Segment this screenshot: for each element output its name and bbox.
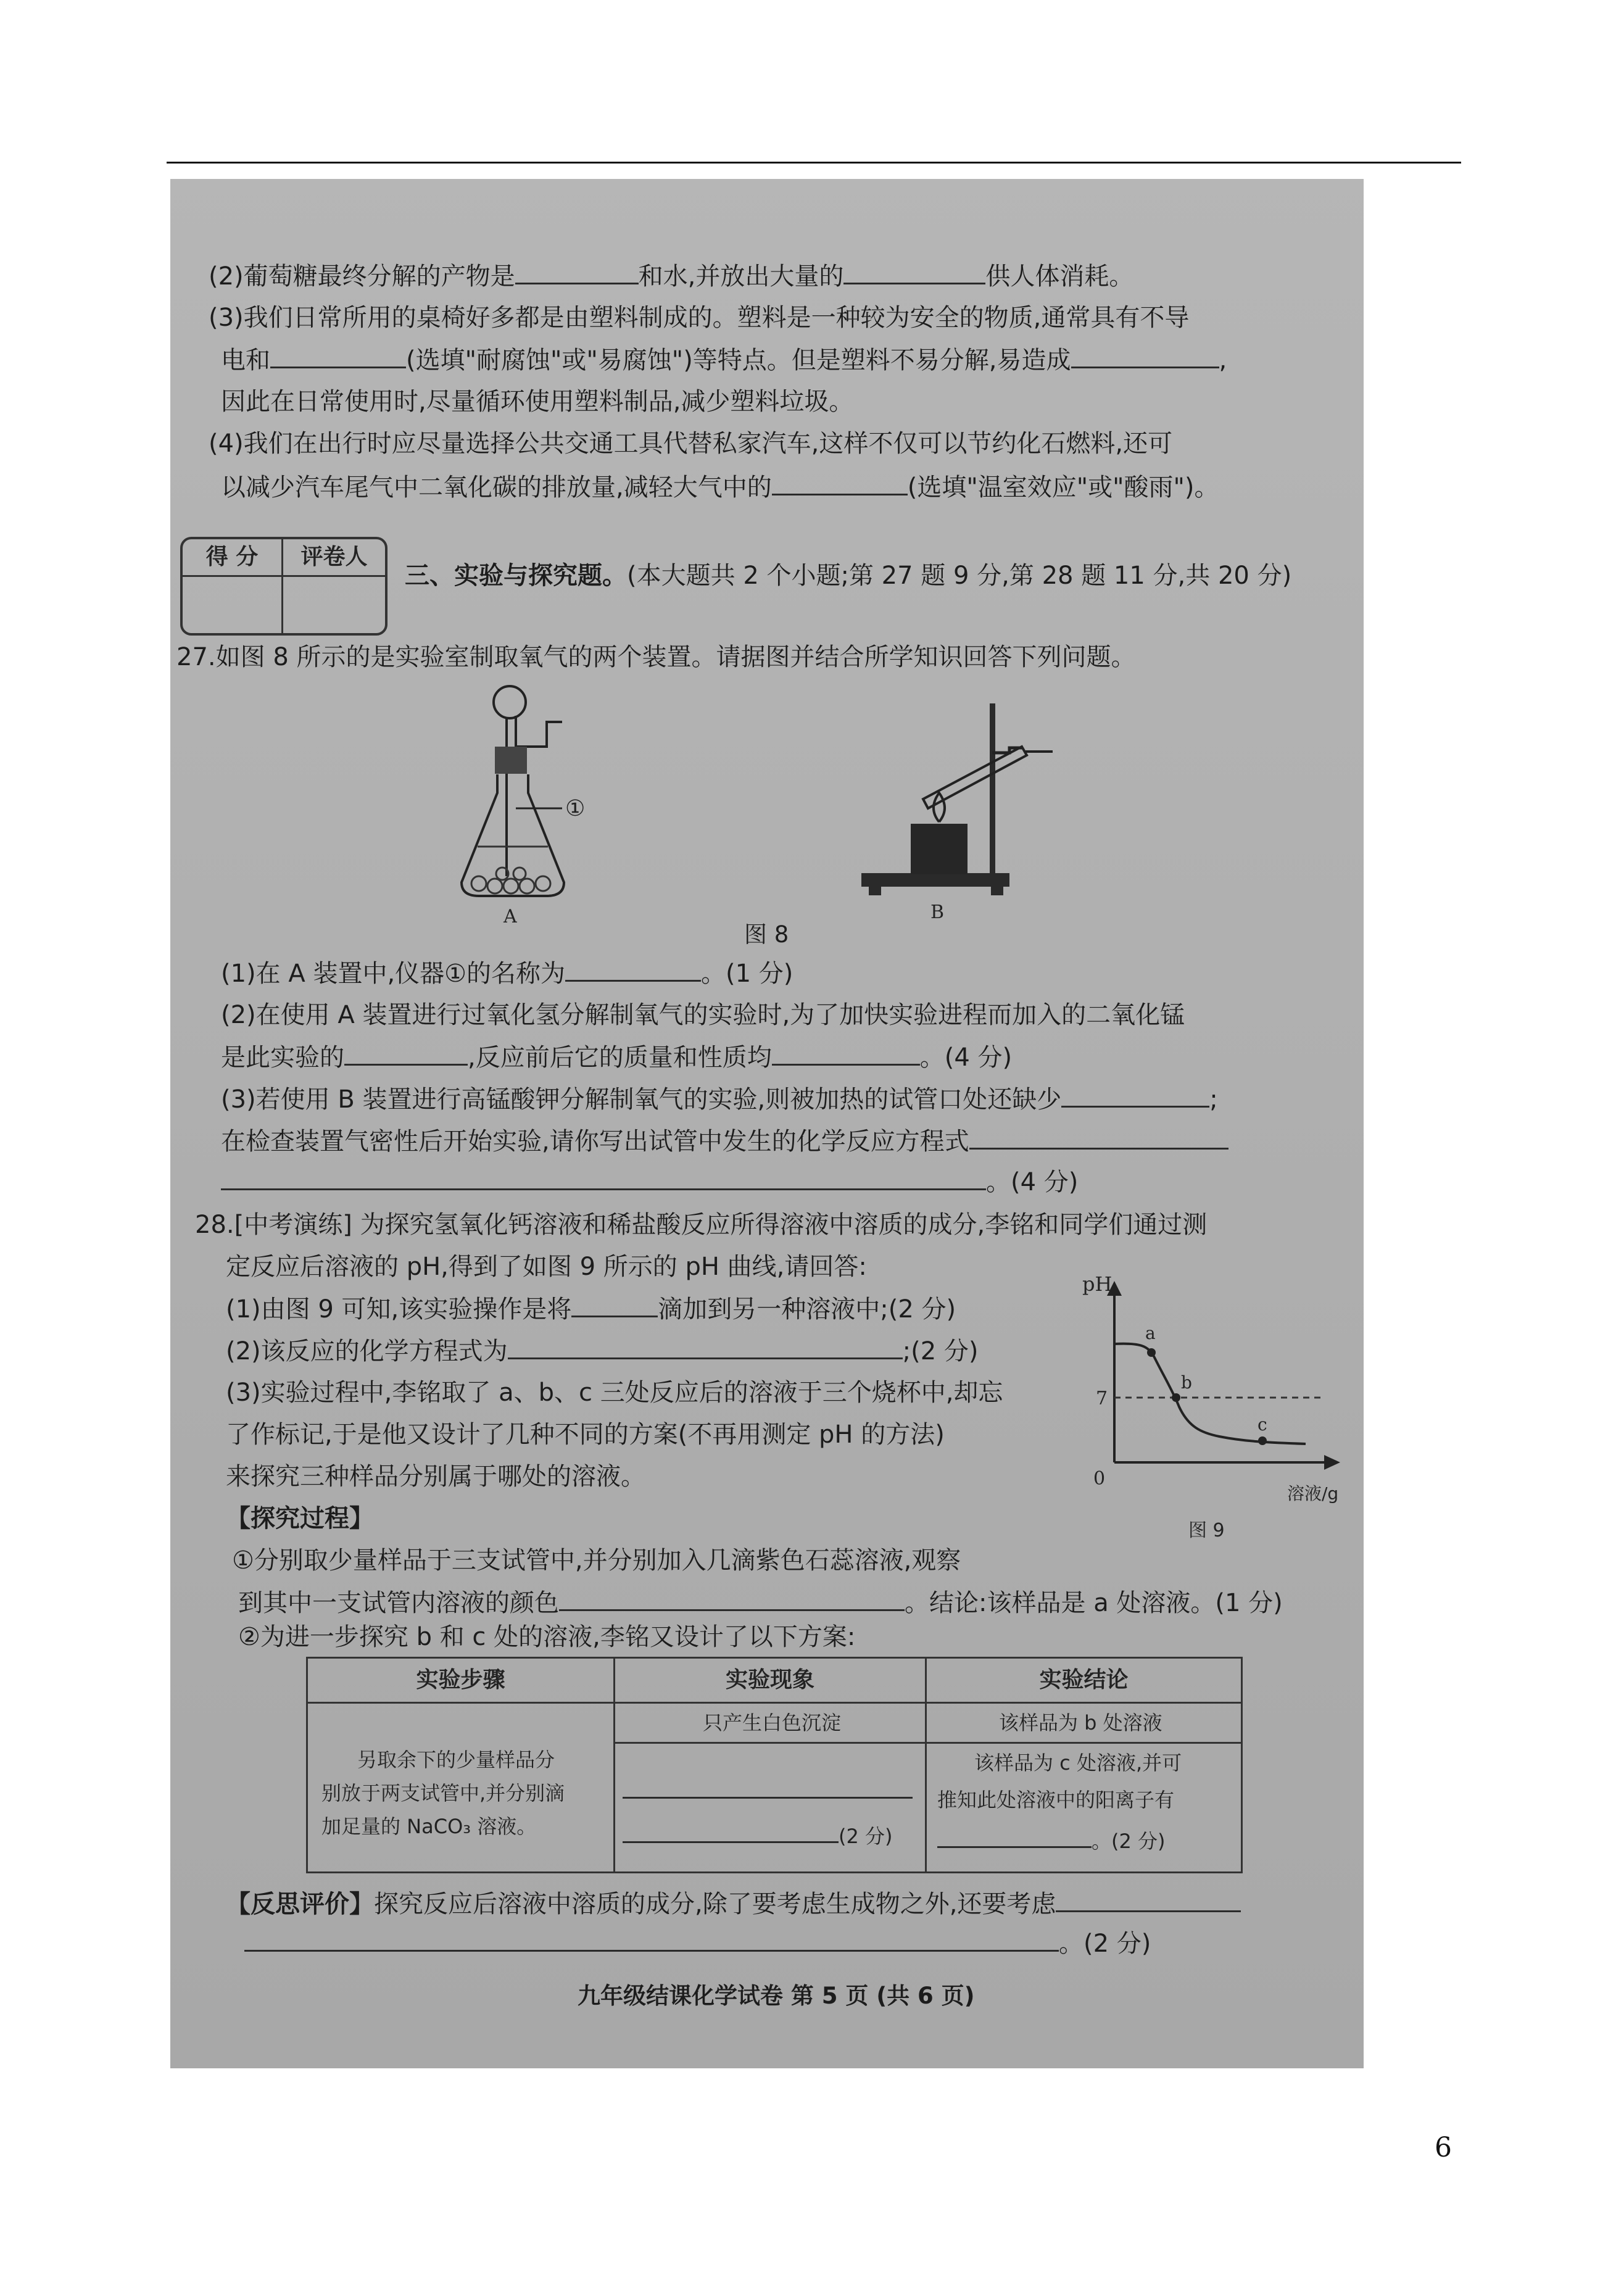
ph-curve	[1114, 1344, 1306, 1444]
grader-label: 评卷人	[283, 539, 385, 577]
answer-blank[interactable]	[1061, 1084, 1209, 1108]
answer-blank[interactable]	[843, 260, 985, 284]
funnel-bulb	[494, 686, 526, 718]
apparatus-a-illustration	[454, 679, 658, 927]
conclusion-2-line-2: 推知此处溶液中的阳离子有	[937, 1788, 1175, 1812]
table-header-conclusions: 实验结论	[1039, 1667, 1129, 1693]
answer-blank[interactable]	[559, 1587, 905, 1611]
question-28-part-2: (2)该反应的化学方程式为 ;(2 分)	[226, 1335, 979, 1367]
answer-blank[interactable]	[244, 1928, 1059, 1952]
apparatus-a-label: A	[503, 906, 517, 927]
figure-9-caption: 图 9	[1188, 1520, 1225, 1541]
ph-curve-chart	[1071, 1265, 1361, 1543]
exam-page-photo	[170, 179, 1364, 2068]
origin-label: 0	[1093, 1468, 1106, 1490]
page-footer: 九年级结课化学试卷 第 5 页 (共 6 页)	[578, 1983, 975, 2009]
step-text-line-2: 别放于两支试管中,并分别滴	[321, 1781, 565, 1805]
table-row-rule	[613, 1742, 1241, 1744]
answer-blank[interactable]	[565, 958, 701, 982]
question-28-part-3-line-3: 来探究三种样品分别属于哪处的溶液。	[226, 1462, 645, 1491]
stopper	[495, 747, 527, 774]
question-27-stem: 27.如图 8 所示的是实验室制取氧气的两个装置。请据图并结合所学知识回答下列问题。	[176, 643, 1136, 671]
x-axis-arrow	[1324, 1455, 1340, 1470]
alcohol-lamp	[911, 824, 968, 874]
conclusion-2-line-1: 该样品为 c 处溶液,并可	[974, 1751, 1182, 1775]
clamp-arm	[992, 748, 1023, 753]
answer-blank[interactable]	[515, 260, 639, 284]
x-axis-label: 溶液/g	[1287, 1483, 1339, 1504]
phenomenon-2-blank-row-1	[623, 1775, 913, 1807]
delivery-tube	[516, 716, 562, 747]
section-3-heading: 三、实验与探究题。(本大题共 2 个小题;第 27 题 9 分,第 28 题 11 分,共 20 分)	[405, 562, 1292, 590]
answer-blank[interactable]	[969, 1125, 1229, 1150]
answer-blank[interactable]	[508, 1335, 903, 1359]
reference-tick-label: 7	[1096, 1388, 1108, 1409]
y-axis-label: pH	[1082, 1272, 1113, 1296]
point-b-label: b	[1181, 1372, 1192, 1393]
table-header-rule	[308, 1702, 1241, 1704]
experiment-table	[306, 1657, 1243, 1873]
point-c-label: c	[1258, 1414, 1267, 1435]
score-box-divider	[281, 575, 283, 633]
figure-8-caption: 图 8	[744, 921, 789, 948]
conclusion-2-answer: 。(2 分)	[937, 1824, 1166, 1856]
question-28-part-1: (1)由图 9 可知,该实验操作是将 滴加到另一种溶液中;(2 分)	[226, 1293, 956, 1325]
question-28-part-3-line-1: (3)实验过程中,李铭取了 a、b、c 三处反应后的溶液于三个烧杯中,却忘	[226, 1378, 1003, 1407]
step-text-line-1: 另取余下的少量样品分	[357, 1748, 555, 1772]
question-3-line-2: 电和 (选填"耐腐蚀"或"易腐蚀")等特点。但是塑料不易分解,易造成 ,	[221, 344, 1227, 376]
answer-blank[interactable]	[221, 1166, 986, 1190]
question-28-stem-line-2: 定反应后溶液的 pH,得到了如图 9 所示的 pH 曲线,请回答:	[226, 1253, 867, 1281]
answer-blank[interactable]	[344, 1042, 468, 1066]
question-27-part-3-line-3: 。(4 分)	[221, 1166, 1078, 1198]
question-3-line-3: 因此在日常使用时,尽量循环使用塑料制品,减少塑料垃圾。	[221, 388, 854, 416]
reflection-line-2: 。(2 分)	[244, 1928, 1151, 1959]
answer-blank[interactable]	[772, 1042, 920, 1066]
point-b	[1172, 1393, 1180, 1402]
answer-blank[interactable]	[772, 471, 908, 495]
step-1-line-2: 到其中一支试管内溶液的颜色 。结论:该样品是 a 处溶液。(1 分)	[238, 1587, 1283, 1618]
stand-base	[861, 873, 1009, 887]
question-4-line-1: (4)我们在出行时应尽量选择公共交通工具代替私家汽车,这样不仅可以节约化石燃料,还可	[209, 429, 1173, 458]
question-2-line: (2)葡萄糖最终分解的产物是 和水,并放出大量的 供人体消耗。	[209, 260, 1133, 292]
answer-blank[interactable]	[270, 344, 406, 368]
answer-blank[interactable]	[623, 1775, 913, 1799]
point-a	[1147, 1348, 1156, 1357]
question-27-part-2-line-1: (2)在使用 A 装置进行过氧化氢分解制氧气的实验时,为了加快实验进程而加入的二氧化锰	[221, 1001, 1185, 1029]
question-27-part-3-line-1: (3)若使用 B 装置进行高锰酸钾分解制氧气的实验,则被加热的试管口处还缺少 ;	[221, 1084, 1218, 1115]
phenomenon-1: 只产生白色沉淀	[703, 1711, 842, 1734]
step-1-line-1: ①分别取少量样品于三支试管中,并分别加入几滴紫色石蕊溶液,观察	[232, 1546, 961, 1575]
table-header-steps: 实验步骤	[416, 1667, 505, 1693]
point-a-label: a	[1145, 1323, 1156, 1343]
stand-foot-left	[869, 887, 881, 895]
reflection-line-1: 【反思评价】探究反应后溶液中溶质的成分,除了要考虑生成物之外,还要考虑	[226, 1888, 1241, 1920]
answer-blank[interactable]	[937, 1824, 1092, 1848]
phenomenon-2-blank-row-2: (2 分)	[623, 1819, 893, 1851]
conclusion-1: 该样品为 b 处溶液	[999, 1711, 1162, 1734]
question-27-part-3-line-2: 在检查装置气密性后开始实验,请你写出试管中发生的化学反应方程式	[221, 1125, 1229, 1157]
score-label: 得 分	[183, 539, 283, 577]
answer-blank[interactable]	[623, 1819, 839, 1843]
stand-rod	[990, 703, 995, 875]
step-text-line-3: 加足量的 NaCO₃ 溶液。	[321, 1815, 537, 1838]
question-28-stem-line-1: 28.[中考演练] 为探究氢氧化钙溶液和稀盐酸反应所得溶液中溶质的成分,李铭和同学们通过测	[195, 1211, 1208, 1239]
question-27-part-1: (1)在 A 装置中,仪器①的名称为 。(1 分)	[221, 958, 793, 989]
solid-granules	[471, 868, 550, 893]
step-2-line: ②为进一步探究 b 和 c 处的溶液,李铭又设计了以下方案:	[238, 1623, 856, 1651]
lamp-flame	[934, 793, 945, 822]
table-header-phenomena: 实验现象	[725, 1667, 814, 1693]
stand-foot-right	[991, 887, 1003, 895]
apparatus-a-marker: ①	[565, 796, 586, 821]
question-27-part-2-line-2: 是此实验的 ,反应前后它的质量和性质均 。(4 分)	[221, 1042, 1012, 1073]
answer-blank[interactable]	[1071, 344, 1219, 368]
question-28-part-3-line-2: 了作标记,于是他又设计了几种不同的方案(不再用测定 pH 的方法)	[226, 1420, 945, 1449]
answer-blank[interactable]	[571, 1293, 658, 1317]
point-c	[1258, 1436, 1267, 1445]
apparatus-b-illustration	[861, 691, 1071, 923]
question-3-line-1: (3)我们日常所用的桌椅好多都是由塑料制成的。塑料是一种较为安全的物质,通常具有不导	[209, 304, 1190, 332]
top-rule	[167, 162, 1461, 164]
test-tube	[923, 747, 1027, 808]
process-heading: 【探究过程】	[226, 1504, 374, 1533]
score-box	[180, 537, 387, 636]
answer-blank[interactable]	[1056, 1888, 1241, 1912]
page-number: 6	[1435, 2132, 1452, 2163]
question-4-line-2: 以减少汽车尾气中二氧化碳的排放量,减轻大气中的 (选填"温室效应"或"酸雨")。	[221, 471, 1219, 503]
apparatus-b-label: B	[930, 901, 945, 923]
